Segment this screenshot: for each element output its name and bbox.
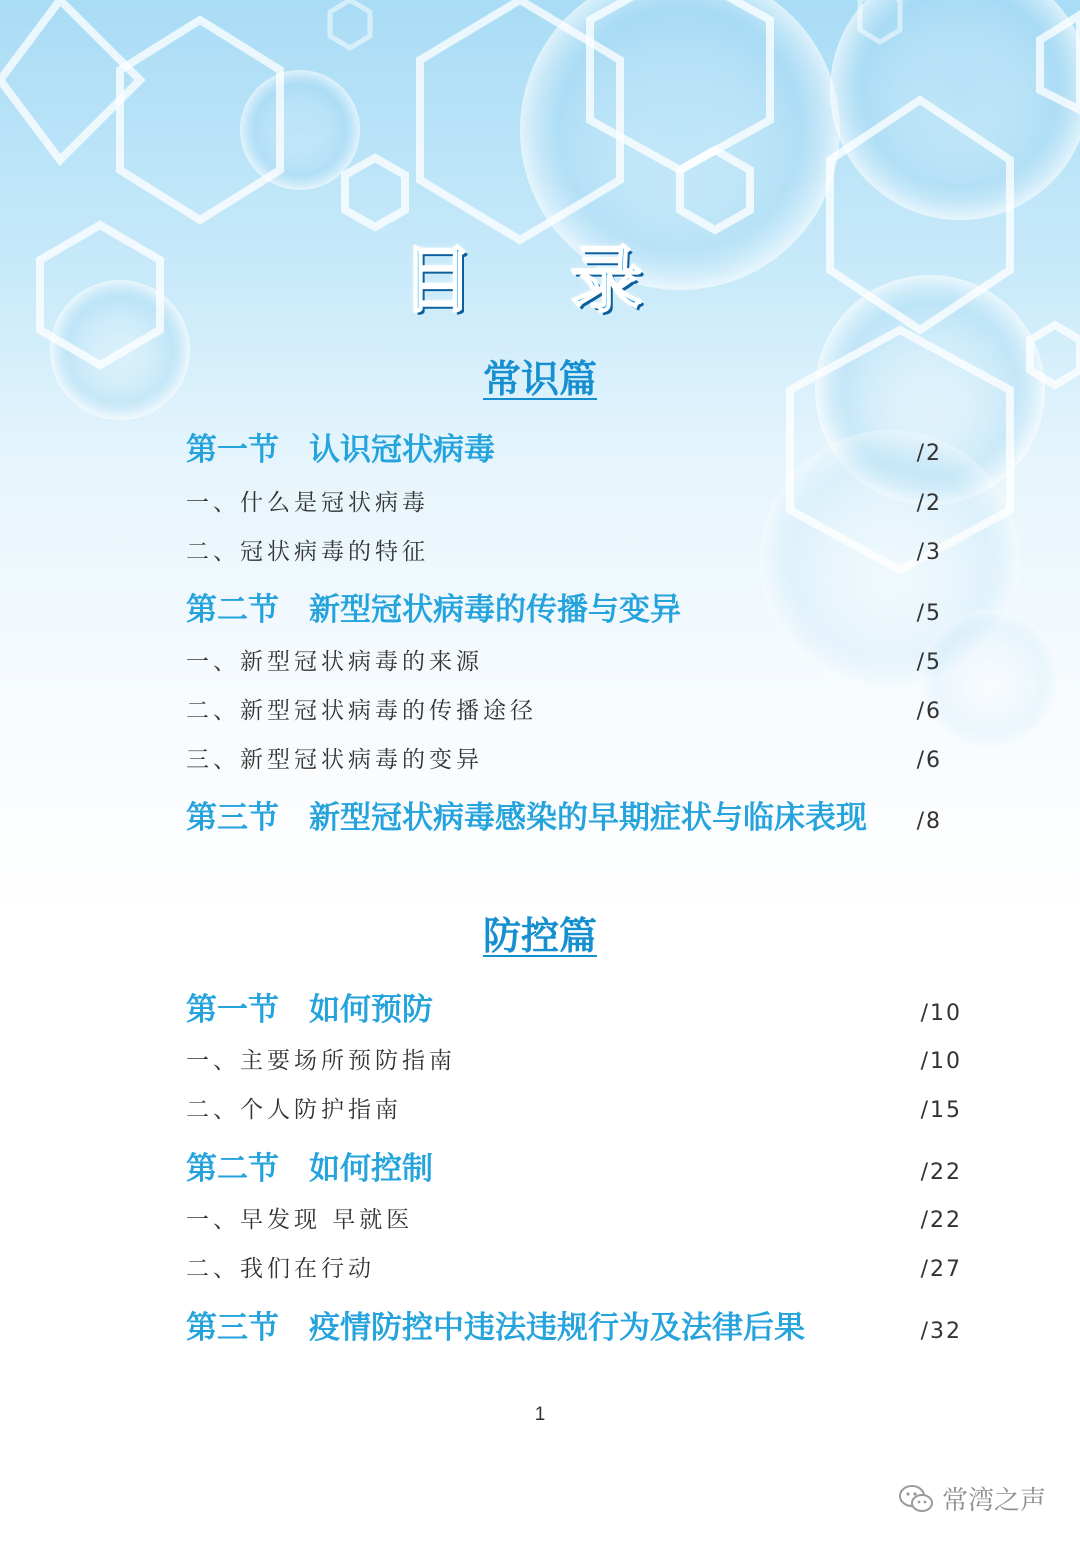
subsection-title: 二、我们在行动 (186, 1256, 375, 1282)
page-ref: /15 (920, 1098, 962, 1123)
section-number: 第三节 (186, 800, 279, 836)
section-title: 新型冠状病毒的传播与变异 (309, 592, 681, 628)
page-ref: /5 (916, 601, 942, 626)
section-title: 认识冠状病毒 (309, 432, 495, 468)
page-ref: /10 (920, 1001, 962, 1026)
page-ref: /3 (916, 540, 942, 565)
page-ref: /2 (916, 491, 942, 516)
toc-subsection-row[interactable] (186, 692, 942, 725)
toc-subsection-row[interactable] (186, 1250, 962, 1283)
section-title: 如何控制 (309, 1151, 433, 1187)
page-ref: /10 (920, 1049, 962, 1074)
section-number: 第二节 (186, 592, 279, 628)
part-title-prevention: 防控篇 (482, 914, 597, 958)
part-title-common-sense: 常识篇 (482, 357, 597, 401)
toc-subsection-row[interactable] (186, 741, 942, 774)
toc-subsection-row[interactable] (186, 533, 942, 566)
subsection-title: 三、新型冠状病毒的变异 (186, 747, 483, 773)
subsection-title: 一、主要场所预防指南 (186, 1048, 456, 1074)
page-ref: /27 (920, 1257, 962, 1282)
wechat-icon (898, 1484, 934, 1514)
subsection-title: 一、新型冠状病毒的来源 (186, 649, 483, 675)
toc-section-row[interactable] (186, 1302, 962, 1347)
page-ref: /8 (916, 809, 942, 834)
page-ref: /2 (916, 441, 942, 466)
toc-subsection-row[interactable] (186, 484, 942, 517)
toc-section-row[interactable] (186, 584, 942, 629)
subsection-title: 一、什么是冠状病毒 (186, 490, 429, 516)
toc-subsection-row[interactable] (186, 1201, 962, 1234)
toc-section-row[interactable] (186, 984, 962, 1029)
page-ref: /22 (920, 1208, 962, 1233)
page-ref: /6 (916, 699, 942, 724)
subsection-title: 二、新型冠状病毒的传播途径 (186, 698, 537, 724)
page-ref: /5 (916, 650, 942, 675)
section-title: 疫情防控中违法违规行为及法律后果 (309, 1310, 805, 1346)
section-number: 第二节 (186, 1151, 279, 1187)
subsection-title: 一、早发现 早就医 (186, 1207, 414, 1233)
section-number: 第三节 (186, 1310, 279, 1346)
watermark (898, 1480, 1046, 1517)
watermark-text: 常湾之声 (941, 1486, 1046, 1516)
page-ref: /6 (916, 748, 942, 773)
section-title: 新型冠状病毒感染的早期症状与临床表现 (309, 800, 867, 836)
section-title: 如何预防 (309, 992, 433, 1028)
page-ref: /32 (920, 1319, 962, 1344)
subsection-title: 二、个人防护指南 (186, 1097, 402, 1123)
toc-subsection-row[interactable] (186, 1042, 962, 1075)
section-number: 第一节 (186, 992, 279, 1028)
toc-subsection-row[interactable] (186, 1091, 962, 1124)
page-title: 目 录 (401, 238, 679, 322)
toc-subsection-row[interactable] (186, 643, 942, 676)
toc-section-row[interactable] (186, 1143, 962, 1188)
page-ref: /22 (920, 1160, 962, 1185)
section-number: 第一节 (186, 432, 279, 468)
toc-section-row[interactable] (186, 792, 942, 837)
toc-section-row[interactable] (186, 424, 942, 469)
page-number: 1 (534, 1404, 546, 1425)
subsection-title: 二、冠状病毒的特征 (186, 539, 429, 565)
